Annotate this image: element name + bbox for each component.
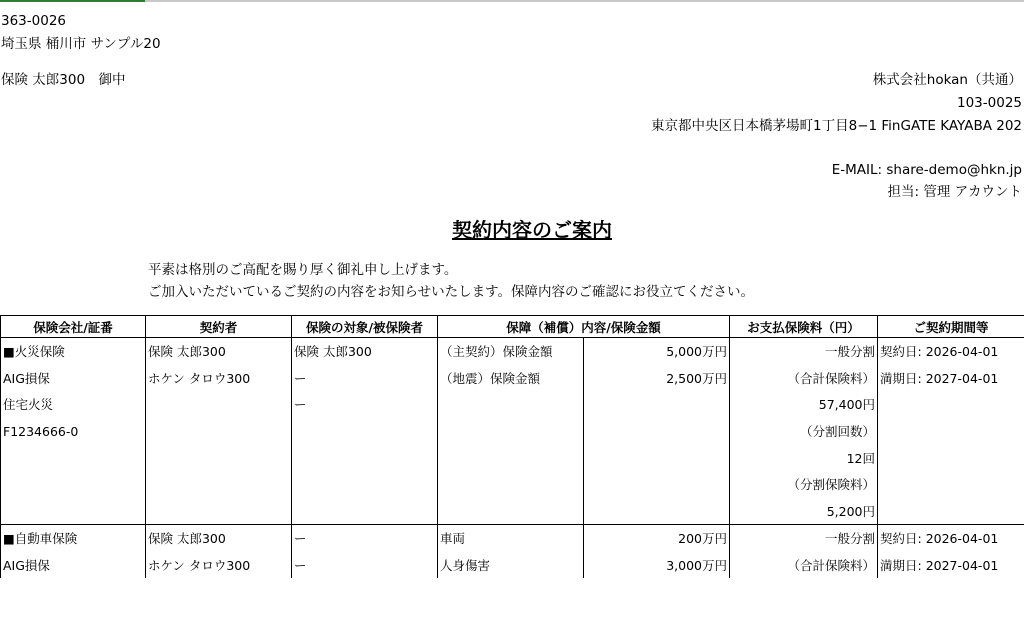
table-cell: 一般分割 xyxy=(730,338,878,365)
table-cell xyxy=(1,471,146,498)
table-cell xyxy=(146,418,292,445)
table-cell xyxy=(584,498,730,525)
sender-email: E-MAIL: share-demo@hkn.jp xyxy=(831,162,1022,178)
recipient-address: 埼玉県 桶川市 サンプル20 xyxy=(1,36,161,52)
recipient-name: 保険 太郎300 御中 xyxy=(1,72,126,88)
table-cell xyxy=(438,444,584,471)
table-cell: 車両 xyxy=(438,525,584,552)
table-header-row xyxy=(1,316,1024,338)
table-cell xyxy=(1,498,146,525)
table-cell: 保険 太郎300 xyxy=(146,338,292,365)
contract-table xyxy=(0,315,1024,578)
top-border xyxy=(0,0,1024,2)
greeting-line-2: ご加入いただいているご契約の内容をお知らせいたします。保障内容のご確認にお役立てください。 xyxy=(148,284,755,300)
table-cell: 住宅火災 xyxy=(1,391,146,418)
header-coverage: 保障（補償）内容/保険金額 xyxy=(438,316,730,338)
header-policyholder: 契約者 xyxy=(146,316,292,338)
table-cell: ホケン タロウ300 xyxy=(146,552,292,579)
table-row xyxy=(1,498,1024,525)
document-title: 契約内容のご案内 xyxy=(452,218,612,242)
table-cell xyxy=(584,418,730,445)
table-cell xyxy=(292,498,438,525)
table-cell: 57,400円 xyxy=(730,391,878,418)
sender-company: 株式会社hokan（共通） xyxy=(872,72,1022,88)
table-cell xyxy=(438,391,584,418)
top-border-accent xyxy=(0,0,145,2)
table-cell: ホケン タロウ300 xyxy=(146,365,292,392)
table-cell: ー xyxy=(292,525,438,552)
table-cell: 200万円 xyxy=(584,525,730,552)
table-cell xyxy=(1,444,146,471)
table-cell: 契約日: 2026-04-01 xyxy=(878,338,1024,365)
header-premium: お支払保険料（円） xyxy=(730,316,878,338)
header-period: ご契約期間等 xyxy=(878,316,1024,338)
table-cell xyxy=(146,498,292,525)
table-row xyxy=(1,391,1024,418)
table-cell: （主契約）保険金額 xyxy=(438,338,584,365)
table-cell xyxy=(878,471,1024,498)
table-cell: 12回 xyxy=(730,444,878,471)
table-cell: （分割回数） xyxy=(730,418,878,445)
table-row xyxy=(1,365,1024,392)
table-cell: 満期日: 2027-04-01 xyxy=(878,365,1024,392)
table-cell: 2,500万円 xyxy=(584,365,730,392)
sender-address: 東京都中央区日本橋茅場町1丁目8−1 FinGATE KAYABA 202 xyxy=(651,118,1022,134)
table-cell xyxy=(878,391,1024,418)
table-cell: 3,000万円 xyxy=(584,552,730,579)
table-cell: ー xyxy=(292,365,438,392)
table-cell: （分割保険料） xyxy=(730,471,878,498)
header-insurer: 保険会社/証番 xyxy=(1,316,146,338)
table-cell: ■自動車保険 xyxy=(1,525,146,552)
table-cell xyxy=(292,444,438,471)
table-cell xyxy=(584,391,730,418)
table-row xyxy=(1,552,1024,579)
table-row xyxy=(1,471,1024,498)
table-cell: 満期日: 2027-04-01 xyxy=(878,552,1024,579)
header-insured: 保険の対象/被保険者 xyxy=(292,316,438,338)
table-cell: （地震）保険金額 xyxy=(438,365,584,392)
table-cell: AIG損保 xyxy=(1,365,146,392)
table-cell xyxy=(438,418,584,445)
table-cell xyxy=(584,444,730,471)
table-cell: 人身傷害 xyxy=(438,552,584,579)
table-cell: 保険 太郎300 xyxy=(292,338,438,365)
table-cell xyxy=(292,471,438,498)
table-cell: 保険 太郎300 xyxy=(146,525,292,552)
table-cell xyxy=(146,471,292,498)
sender-contact: 担当: 管理 アカウント xyxy=(887,184,1022,200)
table-cell: ■火災保険 xyxy=(1,338,146,365)
greeting-line-1: 平素は格別のご高配を賜り厚く御礼申し上げます。 xyxy=(148,262,458,278)
table-cell: 5,200円 xyxy=(730,498,878,525)
table-cell xyxy=(292,418,438,445)
table-cell: F1234666-0 xyxy=(1,418,146,445)
table-row xyxy=(1,338,1024,365)
table-cell xyxy=(878,498,1024,525)
table-cell: AIG損保 xyxy=(1,552,146,579)
table-cell: ー xyxy=(292,552,438,579)
table-cell: 契約日: 2026-04-01 xyxy=(878,525,1024,552)
recipient-postal-code: 363-0026 xyxy=(1,13,66,29)
table-cell xyxy=(438,498,584,525)
table-cell xyxy=(438,471,584,498)
table-cell xyxy=(878,418,1024,445)
table-row xyxy=(1,525,1024,552)
table-cell: ー xyxy=(292,391,438,418)
table-cell xyxy=(146,391,292,418)
table-cell xyxy=(146,444,292,471)
table-cell: 一般分割 xyxy=(730,525,878,552)
table-cell: （合計保険料） xyxy=(730,365,878,392)
table-cell: 5,000万円 xyxy=(584,338,730,365)
table-row xyxy=(1,418,1024,445)
table-cell: （合計保険料） xyxy=(730,552,878,579)
table-row xyxy=(1,444,1024,471)
table-cell xyxy=(878,444,1024,471)
sender-postal-code: 103-0025 xyxy=(957,95,1022,111)
table-cell xyxy=(584,471,730,498)
